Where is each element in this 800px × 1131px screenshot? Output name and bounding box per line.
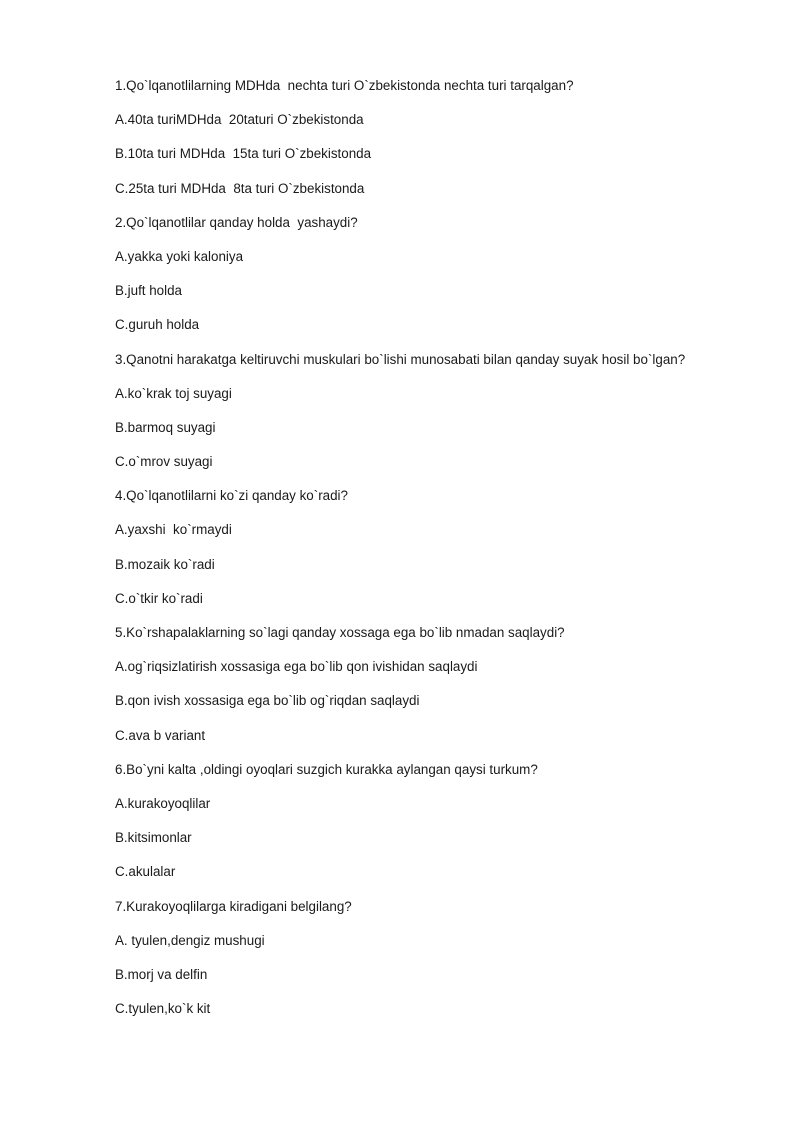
answer-7b: B.morj va delfin [115,966,208,982]
answer-3b: B.barmoq suyagi [115,419,216,435]
answer-1a: A.40ta turiMDHda 20taturi O`zbekistonda [115,112,364,128]
answer-4a: A.yaxshi ko`rmaydi [115,522,232,538]
answer-5a: A.og`riqsizlatirish xossasiga ega bo`lib qon ivishidan saqlaydi [115,659,478,675]
answer-6b: B.kitsimonlar [115,830,192,846]
answer-5b: B.qon ivish xossasiga ega bo`lib og`riqdan saqlaydi [115,693,420,709]
answer-4b: B.mozaik ko`radi [115,556,215,572]
question-3: 3.Qanotni harakatga keltiruvchi muskulari bo`lishi munosabati bilan qanday suyak hosil bo`lgan? [115,351,686,367]
answer-4c: C.o`tkir ko`radi [115,590,203,606]
answer-2c: C.guruh holda [115,317,200,333]
answer-6c: C.akulalar [115,864,176,880]
answer-2b: B.juft holda [115,283,182,299]
answer-5c: C.ava b variant [115,727,206,743]
quiz-text [115,76,755,1033]
answer-7c: C.tyulen,ko`k kit [115,1001,211,1017]
answer-1c: C.25ta turi MDHda 8ta turi O`zbekistonda [115,180,365,196]
answer-2a: A.yakka yoki kaloniya [115,248,244,264]
question-7: 7.Kurakoyoqlilarga kiradigani belgilang? [115,898,352,914]
question-2: 2.Qo`lqanotlilar qanday holda yashaydi? [115,214,358,230]
question-5: 5.Ko`rshapalaklarning so`lagi qanday xossaga ega bo`lib nmadan saqlaydi? [115,625,565,640]
question-4: 4.Qo`lqanotlilarni ko`zi qanday ko`radi? [115,488,348,504]
question-6: 6.Bo`yni kalta ,oldingi oyoqlari suzgich kurakka aylangan qaysi turkum? [115,761,538,777]
answer-6a: A.kurakoyoqlilar [115,795,211,811]
answer-3c: C.o`mrov suyagi [115,454,213,470]
answer-7a: A. tyulen,dengiz mushugi [115,932,265,948]
question-1: 1.Qo`lqanotlilarning MDHda nechta turi O`zbekistonda nechta turi tarqalgan? [115,78,574,93]
answer-3a: A.ko`krak toj suyagi [115,385,232,401]
answer-1b: B.10ta turi MDHda 15ta turi O`zbekistonda [115,146,372,162]
